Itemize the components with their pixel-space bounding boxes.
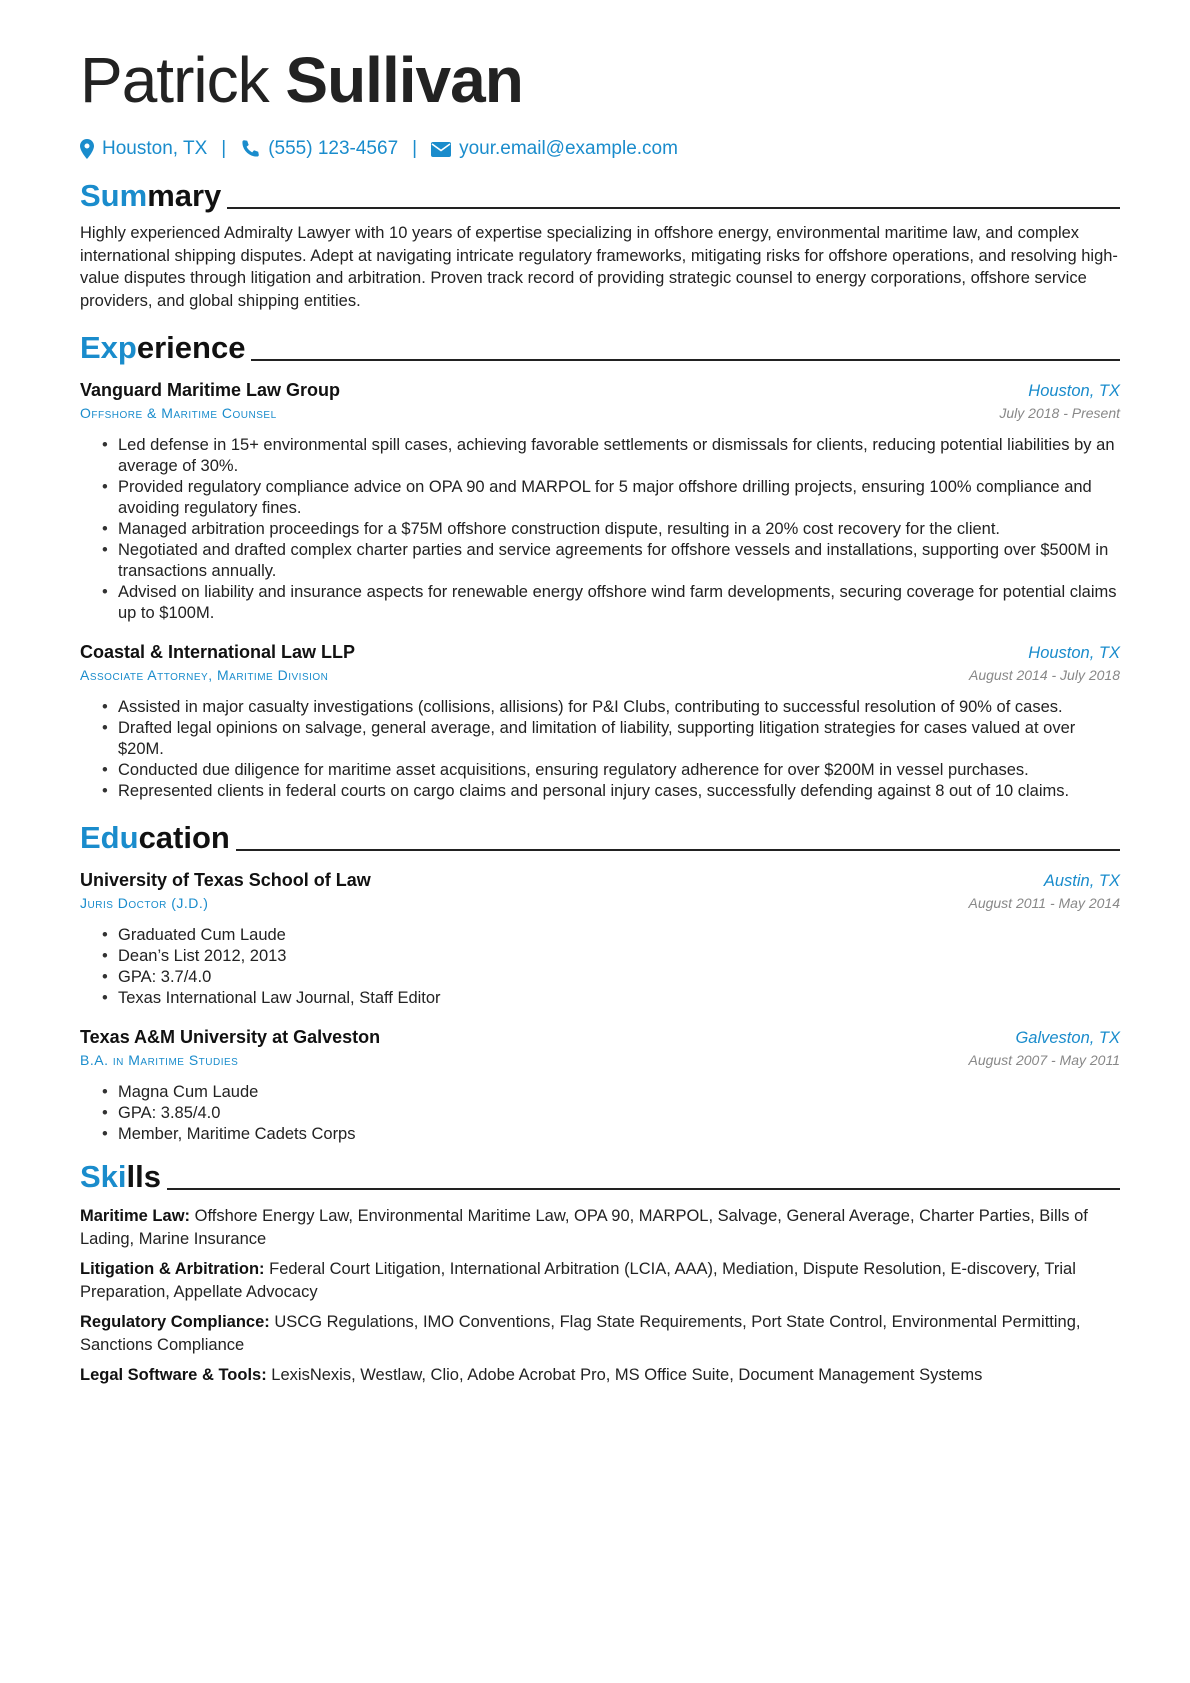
- job-bullets: [102, 435, 1120, 624]
- list-item: • Graduated Cum Laude: [102, 925, 1120, 946]
- heading-accent: Edu: [80, 820, 139, 855]
- resume-page: [80, 40, 1120, 1387]
- school-dates: August 2007 - May 2011: [968, 1052, 1120, 1068]
- skill-group: [80, 1364, 1120, 1387]
- job-entry: [80, 640, 1120, 802]
- job-dates: July 2018 - Present: [999, 405, 1120, 421]
- list-item: • GPA: 3.7/4.0: [102, 967, 1120, 988]
- heading-rest: mary: [147, 178, 222, 213]
- list-item: • Led defense in 15+ environmental spill cases, achieving favorable settlements or dismissals for clients, reducing potential liabilities by an average of 30%.: [102, 435, 1120, 477]
- school-bullets: [102, 925, 1120, 1009]
- heading-accent: Sum: [80, 178, 148, 213]
- skill-label: Legal Software & Tools:: [80, 1366, 267, 1384]
- job-bullets: [102, 697, 1120, 802]
- school-dates: August 2011 - May 2014: [968, 895, 1120, 911]
- list-item: • Magna Cum Laude: [102, 1082, 1120, 1103]
- school-location: Galveston, TX: [1015, 1029, 1120, 1047]
- first-name: Patrick: [80, 44, 269, 116]
- job-role: Offshore & Maritime Counsel: [80, 405, 277, 421]
- skill-label: Maritime Law:: [80, 1207, 191, 1225]
- skill-text: Offshore Energy Law, Environmental Maritime Law, OPA 90, MARPOL, Salvage, General Average, Charter Parties, Bills of Lading, Marine Insurance: [80, 1207, 1088, 1248]
- skill-label: Regulatory Compliance:: [80, 1313, 270, 1331]
- email-link[interactable]: your.email@example.com: [459, 138, 678, 159]
- list-item: • Drafted legal opinions on salvage, general average, and limitation of liability, supporting litigation strategies for cases valued at over $20M.: [102, 718, 1120, 760]
- list-item: • GPA: 3.85/4.0: [102, 1103, 1120, 1124]
- list-item: • Member, Maritime Cadets Corps: [102, 1124, 1120, 1145]
- list-item: • Texas International Law Journal, Staff Editor: [102, 988, 1120, 1009]
- job-organization: Vanguard Maritime Law Group: [80, 380, 341, 400]
- contact-location: [80, 138, 207, 160]
- separator: |: [412, 138, 418, 159]
- heading-accent: Ski: [80, 1159, 127, 1194]
- school-entry: [80, 868, 1120, 1009]
- list-item: • Represented clients in federal courts on cargo claims and personal injury cases, successfully defending against 8 out of 10 claims.: [102, 781, 1120, 802]
- skills-heading: [80, 1155, 1120, 1195]
- degree: Juris Doctor (J.D.): [80, 895, 209, 911]
- list-item: • Negotiated and drafted complex charter parties and service agreements for offshore vessels and installations, supporting over $500M in transactions annually.: [102, 540, 1120, 582]
- separator: |: [221, 138, 227, 159]
- degree: B.A. in Maritime Studies: [80, 1052, 239, 1068]
- phone-icon: [240, 139, 260, 159]
- skill-group: [80, 1311, 1120, 1356]
- job-role: Associate Attorney, Maritime Division: [80, 667, 329, 683]
- school-entry: [80, 1025, 1120, 1145]
- section-rule: [236, 849, 1120, 851]
- list-item: • Advised on liability and insurance aspects for renewable energy offshore wind farm developments, securing coverage for potential claims up to $100M.: [102, 582, 1120, 624]
- job-location: Houston, TX: [1028, 644, 1120, 662]
- list-item: • Provided regulatory compliance advice on OPA 90 and MARPOL for 5 major offshore drilling projects, ensuring 100% compliance and avoiding regulatory fines.: [102, 477, 1120, 519]
- education-heading: [80, 816, 1120, 856]
- school-location: Austin, TX: [1043, 872, 1120, 890]
- list-item: • Assisted in major casualty investigations (collisions, allisions) for P&I Clubs, contributing to successful resolution of 90% of cases.: [102, 697, 1120, 718]
- school-name: Texas A&M University at Galveston: [80, 1027, 381, 1047]
- heading-rest: lls: [126, 1159, 161, 1194]
- summary-heading: [80, 174, 1120, 214]
- section-rule: [227, 207, 1120, 209]
- experience-heading: [80, 326, 1120, 366]
- skill-text: LexisNexis, Westlaw, Clio, Adobe Acrobat Pro, MS Office Suite, Document Management Systems: [266, 1366, 983, 1384]
- list-item: • Dean’s List 2012, 2013: [102, 946, 1120, 967]
- candidate-name: [80, 40, 1120, 120]
- skill-group: [80, 1205, 1120, 1250]
- job-dates: August 2014 - July 2018: [969, 667, 1120, 683]
- list-item: • Managed arbitration proceedings for a $75M offshore construction dispute, resulting in a 20% cost recovery for the client.: [102, 519, 1120, 540]
- heading-rest: cation: [138, 820, 230, 855]
- list-item: • Conducted due diligence for maritime asset acquisitions, ensuring regulatory adherence for over $200M in vessel purchases.: [102, 760, 1120, 781]
- skill-text: Federal Court Litigation, International Arbitration (LCIA, AAA), Mediation, Dispute Resolution, E-discovery, Trial Preparation, Appellate Advocacy: [80, 1260, 1076, 1301]
- contact-bar: [80, 134, 1120, 164]
- skill-text: USCG Regulations, IMO Conventions, Flag State Requirements, Port State Control, Environmental Permitting, Sanctions Compliance: [80, 1313, 1081, 1354]
- last-name: Sullivan: [285, 44, 523, 116]
- school-name: University of Texas School of Law: [80, 870, 371, 890]
- section-rule: [167, 1188, 1120, 1190]
- phone-text[interactable]: (555) 123-4567: [268, 138, 399, 159]
- envelope-icon: [431, 142, 451, 157]
- job-entry: [80, 378, 1120, 624]
- job-location: Houston, TX: [1028, 382, 1120, 400]
- contact-email[interactable]: [431, 138, 678, 160]
- location-text: Houston, TX: [102, 138, 208, 159]
- heading-rest: erience: [136, 330, 246, 365]
- contact-phone[interactable]: [240, 138, 398, 160]
- skill-group: [80, 1258, 1120, 1303]
- job-organization: Coastal & International Law LLP: [80, 642, 356, 662]
- summary-text: Highly experienced Admiralty Lawyer with 10 years of expertise specializing in offshore energy, environmental maritime law, and complex international shipping disputes. Adept at navigating intricate regulatory frameworks, mitigating risks for offshore operations, and resolving high-value disputes through litigation and arbitration. Proven track record of providing strategic counsel to energy corporations, offshore service providers, and global shipping entities.: [80, 224, 1118, 310]
- skill-label: Litigation & Arbitration:: [80, 1260, 265, 1278]
- school-bullets: [102, 1082, 1120, 1145]
- map-pin-icon: [80, 139, 94, 159]
- skills-list: [80, 1205, 1120, 1387]
- experience-list: [80, 378, 1120, 802]
- section-rule: [251, 359, 1120, 361]
- education-list: [80, 868, 1120, 1145]
- heading-accent: Exp: [80, 330, 137, 365]
